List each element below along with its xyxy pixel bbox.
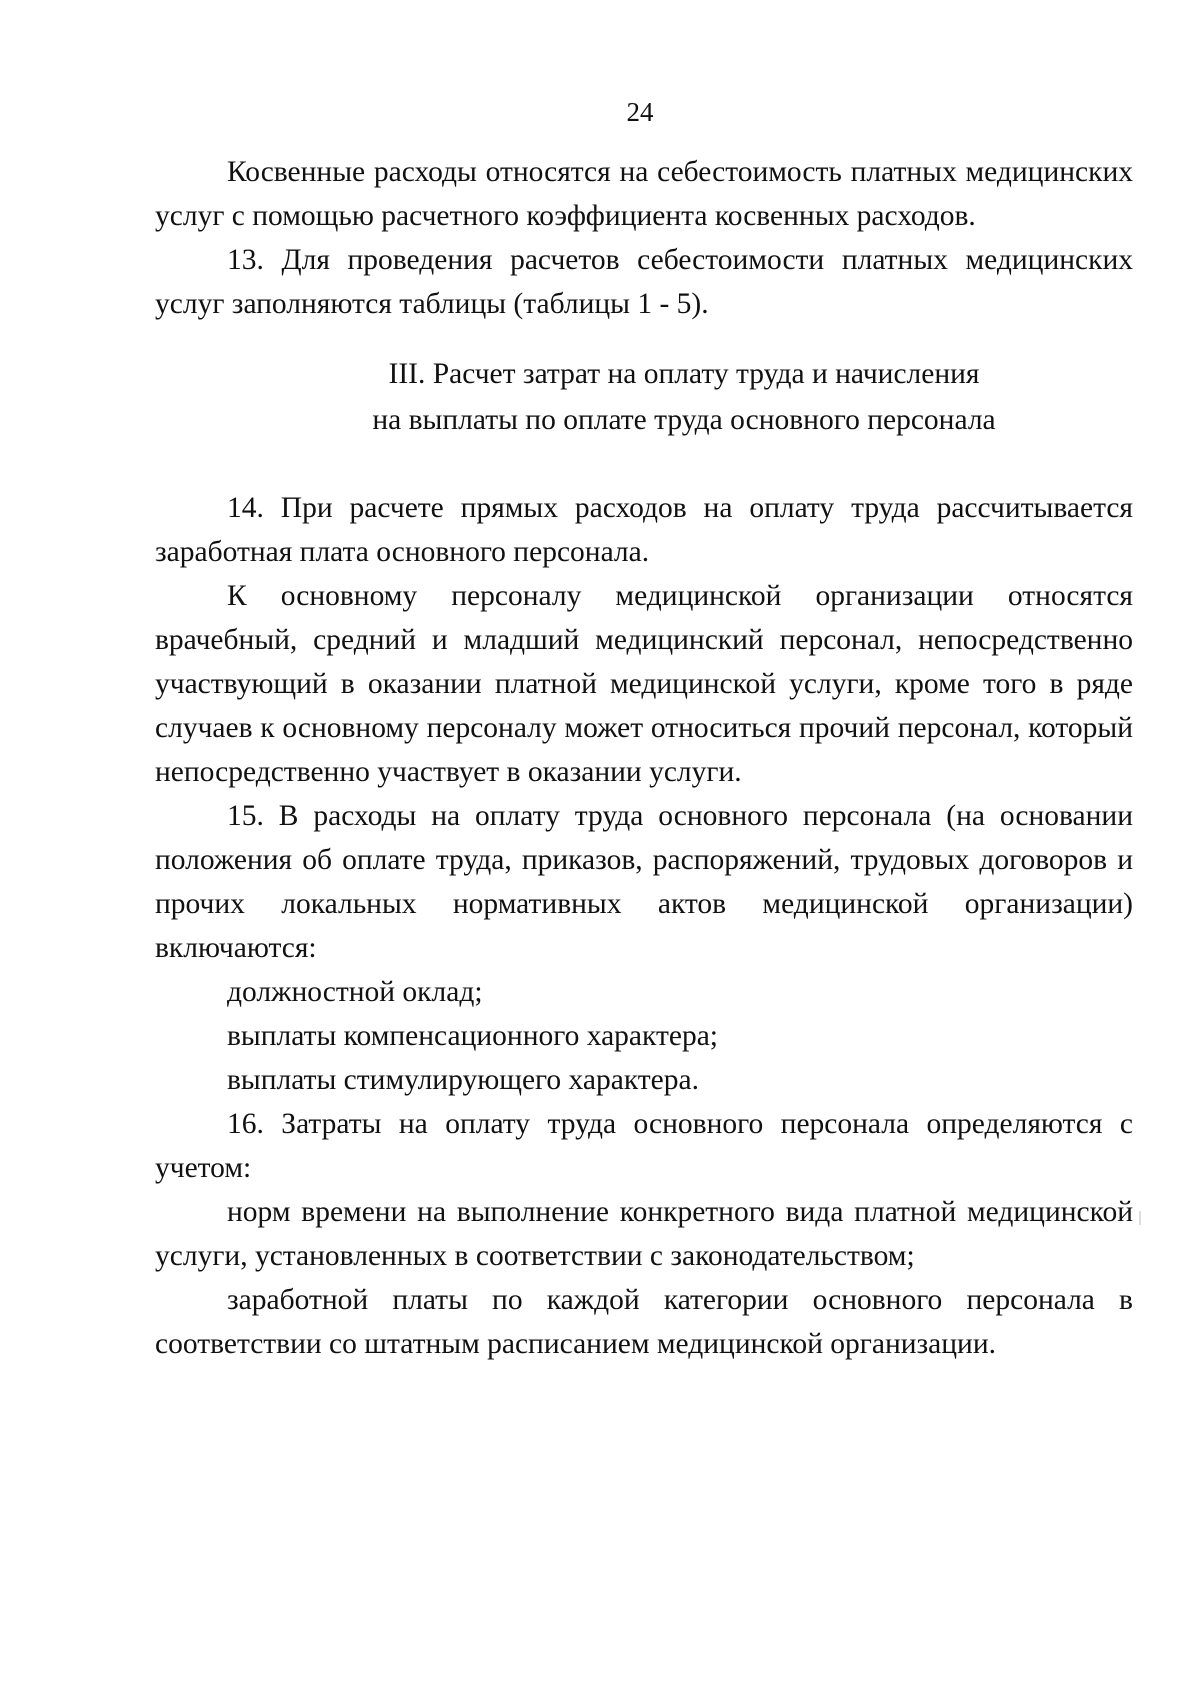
section-heading-line-2: на выплаты по оплате труда основного персонала (372, 404, 996, 436)
paragraph-14: 14. При расчете прямых расходов на оплату труда рассчитывается заработная плата основного персонала. (155, 492, 1133, 568)
paragraph-13: 13. Для проведения расчетов себестоимости платных медицинских услуг заполняются таблицы (таблицы 1 - 5). (155, 244, 1133, 320)
list-item-staff-salary: заработной платы по каждой категории основного персонала в соответствии со штатным расписанием медицинской организации. (155, 1284, 1133, 1360)
list-item-compensation-payments: выплаты компенсационного характера; (227, 1020, 718, 1052)
list-item-incentive-payments: выплаты стимулирующего характера. (227, 1064, 699, 1096)
paragraph-16: 16. Затраты на оплату труда основного персонала определяются с учетом: (155, 1108, 1133, 1184)
section-heading (155, 351, 1133, 443)
section-heading-line-1: III. Расчет затрат на оплату труда и начисления (388, 358, 980, 390)
scan-artifact-mark (1139, 1211, 1141, 1225)
document-body (155, 150, 1133, 1366)
paragraph-indirect-costs: Косвенные расходы относятся на себестоимость платных медицинских услуг с помощью расчетного коэффициента косвенных расходов. (155, 156, 1133, 232)
page-number: 24 (626, 97, 654, 127)
paragraph-main-personnel: К основному персоналу медицинской организации относятся врачебный, средний и младший медицинский персонал, непосредственно участвующий в оказании платной медицинской услуги, кроме того в ряде случаев к основному персоналу может относиться прочий персонал, который непосредственно участвует в оказании услуги. (155, 580, 1133, 788)
list-item-base-salary: должностной оклад; (227, 976, 483, 1008)
list-item-time-norms: норм времени на выполнение конкретного вида платной медицинской услуги, установленных в соответствии с законодательством; (155, 1196, 1133, 1272)
paragraph-15: 15. В расходы на оплату труда основного персонала (на основании положения об оплате труда, приказов, распоряжений, трудовых договоров и прочих локальных нормативных актов медицинской организации) включаются: (155, 800, 1133, 964)
